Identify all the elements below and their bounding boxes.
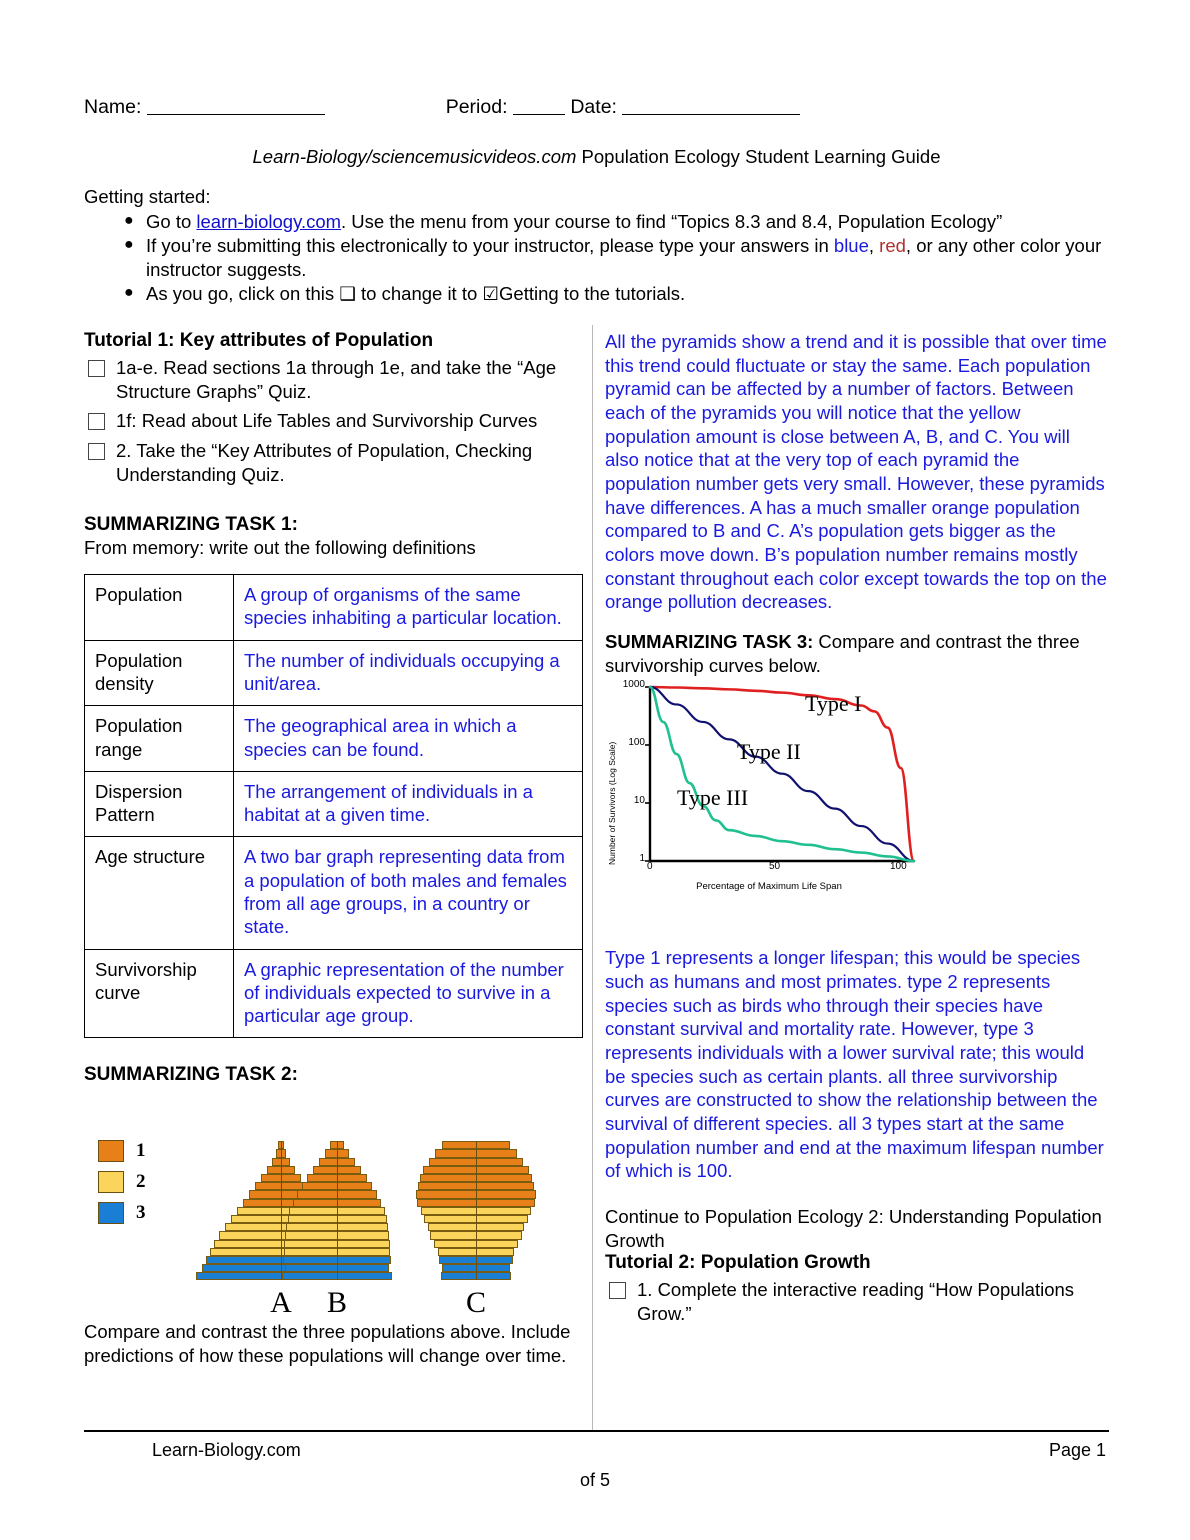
date-label: Date: [570, 96, 617, 118]
footer-left: Learn-Biology.com [152, 1440, 301, 1460]
summarizing-task-2-heading: SUMMARIZING TASK 2: [84, 1064, 298, 1086]
checklist-item-1[interactable] [84, 356, 584, 403]
legend-swatch-1 [98, 1140, 124, 1162]
chart-x-axis-label: Percentage of Maximum Life Span [696, 881, 842, 893]
pyramid-label-b: B [326, 1286, 347, 1320]
getting-started-list [118, 210, 1131, 307]
definition-term: Survivorship curve [85, 949, 234, 1038]
spacer [84, 492, 584, 514]
legend-item [98, 1140, 146, 1162]
empty-checkbox-icon[interactable]: ❑ [339, 283, 356, 305]
bullet-icon: ● [124, 284, 134, 302]
summarizing-task-3-heading: SUMMARIZING TASK 3: [605, 631, 814, 653]
definition-term: Population range [85, 706, 234, 772]
footer-divider [84, 1430, 1109, 1432]
bullet-pre: As you go, click on this [146, 283, 340, 305]
definition-answer[interactable]: The number of individuals occupying a unit/area. [234, 640, 583, 706]
red-word: red [879, 235, 906, 257]
x-tick-50: 50 [769, 861, 781, 873]
bullet-mid: , [868, 235, 880, 257]
definition-term: Age structure [85, 837, 234, 949]
pyramid-center-line [337, 1141, 338, 1280]
definition-answer[interactable]: A group of organisms of the same species inhabiting a particular location. [234, 575, 583, 641]
period-blank[interactable] [513, 99, 565, 115]
definitions-table [84, 574, 583, 1038]
list-item [124, 210, 1131, 233]
definition-term: Population [85, 575, 234, 641]
checklist-label: 2. Take the “Key Attributes of Population, Checking Understanding Quiz. [116, 440, 533, 485]
annotation-type-1: Type I [805, 691, 862, 717]
spacer [605, 614, 1108, 630]
x-tick-100: 100 [890, 861, 907, 873]
name-blank[interactable] [147, 99, 325, 115]
table-row [85, 949, 583, 1038]
definition-answer[interactable]: The geographical area in which a species can be found. [234, 706, 583, 772]
bullet-icon: ● [124, 236, 134, 254]
spacer [84, 1038, 584, 1064]
definition-answer[interactable]: The arrangement of individuals in a habitat at a given time. [234, 771, 583, 837]
column-divider [592, 325, 593, 1432]
y-tick-1: 1 [639, 853, 645, 865]
checklist-item-2[interactable] [84, 409, 584, 433]
chart-y-axis-label: Number of Survivors (Log Scale) [607, 742, 617, 866]
y-tick-100: 100 [628, 737, 645, 749]
legend-item [98, 1171, 146, 1193]
bullet-post: . Use the menu from your course to find “Topics 8.3 and 8.4, Population Ecology” [341, 211, 1003, 232]
summarizing-task-3-block [605, 630, 1108, 677]
annotation-type-2: Type II [737, 739, 801, 765]
table-row [85, 771, 583, 837]
definition-term: Dispersion Pattern [85, 771, 234, 837]
checklist-label: 1a-e. Read sections 1a through 1e, and take the “Age Structure Graphs” Quiz. [116, 357, 557, 402]
continue-text: Continue to Population Ecology 2: Understanding Population Growth [605, 1206, 1102, 1251]
bullet-mid: to change it to [355, 283, 483, 305]
left-column [84, 330, 584, 1368]
table-row [85, 575, 583, 641]
definition-answer[interactable]: A two bar graph representing data from a population of both males and females from all age groups, in a country or state. [234, 837, 583, 949]
checkbox-icon[interactable] [88, 413, 105, 430]
annotation-type-3: Type III [677, 785, 749, 811]
summarizing-task-2-prompt: Compare and contrast the three populations above. Include predictions of how these populations will change over time. [84, 1321, 571, 1367]
pyramid-b [282, 1141, 392, 1320]
bullet-icon: ● [124, 212, 134, 229]
checklist-label: 1. Complete the interactive reading “How Populations Grow.” [637, 1279, 1075, 1325]
blue-word: blue [833, 235, 869, 257]
legend-swatch-2 [98, 1171, 124, 1193]
footer-right: Page 1 [1048, 1440, 1106, 1460]
subtitle-site: Learn-Biology/sciencemusicvideos.com [252, 146, 577, 167]
checked-checkbox-icon[interactable]: ☑ [482, 283, 500, 305]
tutorial-2-heading: Tutorial 2: Population Growth [605, 1252, 871, 1274]
legend-item [98, 1202, 146, 1224]
pyramid-legend [98, 1140, 146, 1233]
list-item [124, 234, 1131, 281]
definition-term: Population density [85, 640, 234, 706]
spacer [605, 1183, 1108, 1205]
summarizing-task-3-instruction: Compare and contrast the three survivorship curves below. [605, 631, 1080, 676]
legend-label: 2 [136, 1171, 146, 1193]
spacer [605, 890, 1108, 946]
getting-started-label: Getting started: [84, 186, 211, 207]
subtitle-rest: Population Ecology Student Learning Guide [576, 146, 941, 167]
footer-center: of 5 [579, 1470, 611, 1490]
summarizing-task-1-instruction: From memory: write out the following definitions [84, 537, 476, 559]
y-tick-1000: 1000 [622, 679, 645, 691]
curves-answer-text[interactable]: Type 1 represents a longer lifespan; this would be species such as humans and most primates. type 2 represents species such as birds who through their species have constant survival and mortality rate. However, type 3 represents individuals with a lower survival rate; this would be species such as certain plants. all three survivorship curves are constructed to show the relationship between the survival of different species. all 3 types start at the same population number and end at the maximum lifespan number of which is 100. [605, 947, 1104, 1182]
definition-answer[interactable]: A graphic representation of the number of individuals expected to survive in a particular age group. [234, 949, 583, 1038]
legend-label: 1 [136, 1140, 146, 1162]
pyramid-label-a: A [270, 1286, 292, 1320]
period-label: Period: [445, 96, 508, 118]
right-column [605, 330, 1108, 1332]
list-item [124, 282, 1131, 305]
tutorial-2-checklist-item[interactable] [605, 1278, 1108, 1325]
y-tick-10: 10 [633, 795, 645, 807]
curves-svg [609, 685, 929, 893]
tutorial-1-heading: Tutorial 1: Key attributes of Population [84, 330, 434, 351]
table-row [85, 640, 583, 706]
population-pyramids-figure [84, 1120, 584, 1320]
summarizing-task-1-heading: SUMMARIZING TASK 1: [84, 514, 298, 536]
legend-swatch-3 [98, 1202, 124, 1224]
checkbox-icon[interactable] [88, 443, 105, 460]
pyramid-answer-text[interactable]: All the pyramids show a trend and it is possible that over time this trend could fluctuate or stay the same. Each population pyramid can be affected by a number of factors. Between each of the pyramids you will notice that the yellow population amount is close between A, B, and C. You will also notice that at the very top of each pyramid the population number gets very small. However, these pyramids have differences. A has a much smaller orange population compared to B and C. A’s population gets bigger as the colors move down. B’s population number remains mostly constant throughout each color except towards the top on the orange pollution decreases. [605, 331, 1107, 613]
table-row [85, 837, 583, 949]
checklist-item-3[interactable] [84, 439, 584, 486]
date-blank[interactable] [622, 99, 800, 115]
checkbox-icon[interactable] [88, 360, 105, 377]
student-info-line [84, 96, 1109, 119]
document-subtitle [84, 146, 1109, 168]
bullet-pre: If you’re submitting this electronically to your instructor, please type your answers in [146, 235, 834, 257]
pyramid-center-line [476, 1141, 477, 1280]
pyramid-c [416, 1141, 536, 1320]
table-row [85, 706, 583, 772]
survivorship-curve-chart [607, 679, 929, 893]
learn-biology-link[interactable]: learn-biology.com [196, 211, 342, 232]
bullet-post: , or any other color your instructor suggests. [146, 235, 1102, 280]
checkbox-icon[interactable] [609, 1282, 626, 1299]
name-label: Name: [84, 96, 142, 118]
legend-label: 3 [136, 1202, 146, 1224]
curve-type-ii [650, 687, 914, 861]
x-tick-0: 0 [647, 861, 653, 873]
bullet-post: Getting to the tutorials. [499, 283, 686, 305]
checklist-label: 1f: Read about Life Tables and Survivorship Curves [116, 410, 538, 432]
pyramid-label-c: C [465, 1286, 486, 1320]
bullet-pre: Go to [146, 211, 197, 232]
